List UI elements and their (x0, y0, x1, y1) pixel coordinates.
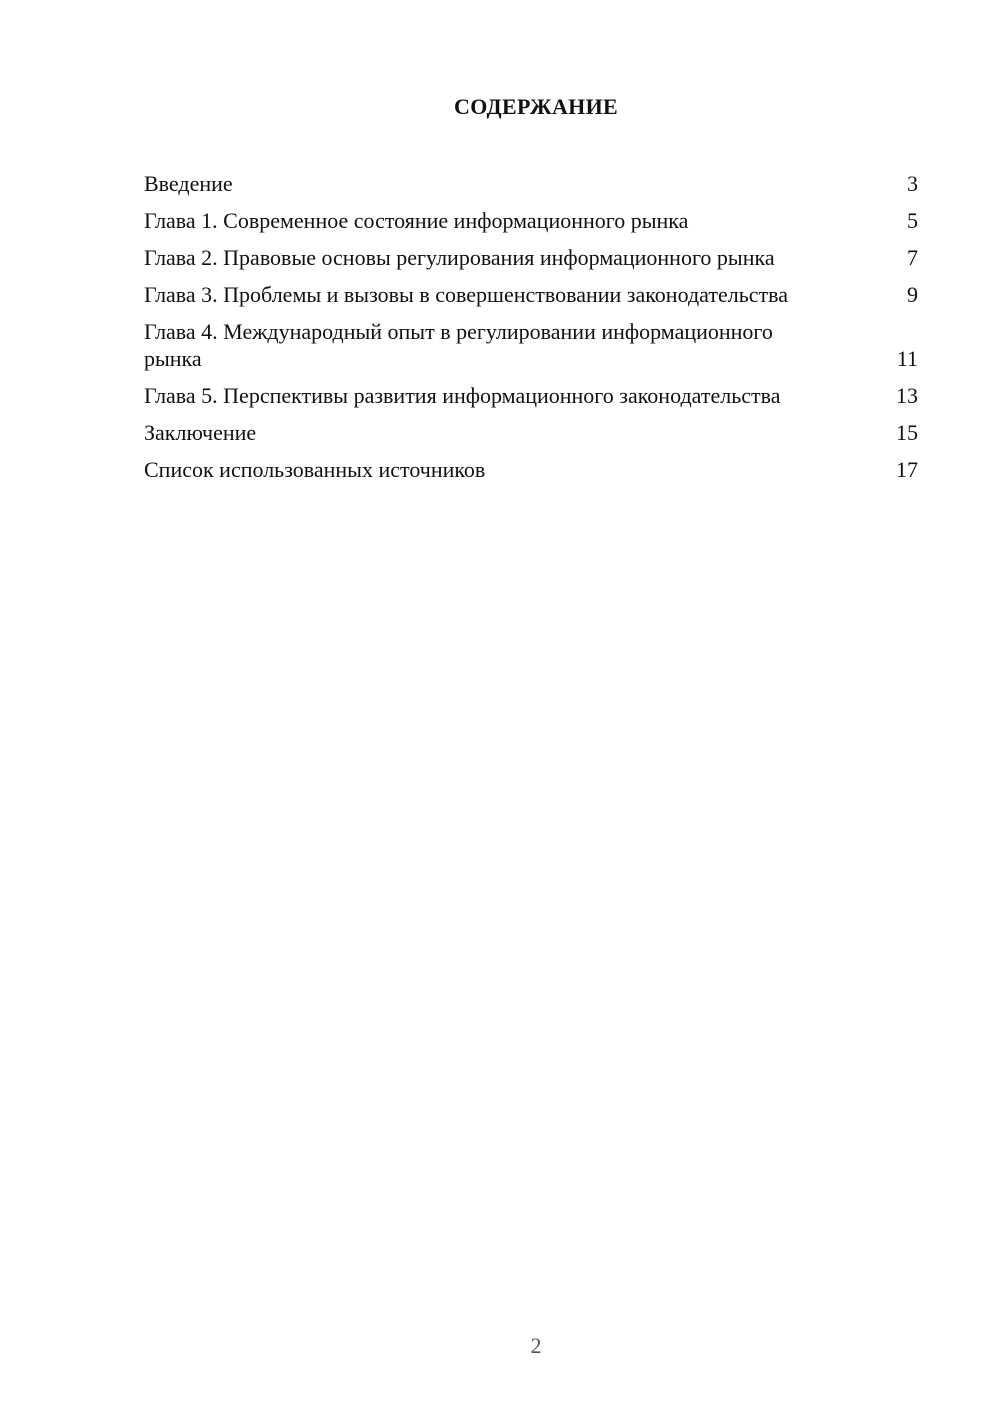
toc-entry-page: 5 (907, 208, 918, 233)
page-title: СОДЕРЖАНИЕ (454, 94, 618, 119)
toc-entry-page: 7 (907, 245, 918, 270)
toc-entry-page: 3 (907, 171, 918, 196)
toc-entry-title: Заключение (144, 420, 257, 445)
toc-entry-chapter-5 (144, 382, 918, 409)
toc-entry-conclusion (144, 419, 918, 446)
toc-entry-title: Глава 5. Перспективы развития информационного законодательства (144, 383, 781, 408)
toc-entry-references (144, 456, 918, 483)
toc-entry-title: Введение (144, 171, 233, 196)
toc-entry-chapter-1 (144, 207, 918, 234)
toc-entry-page: 9 (907, 282, 918, 307)
toc-entry-page: 13 (896, 383, 918, 408)
toc-entry-title: Глава 2. Правовые основы регулирования информационного рынка (144, 245, 775, 270)
toc-entry-title: Список использованных источников (144, 457, 486, 482)
toc-entry-page: 17 (896, 457, 918, 482)
toc-entry-introduction (144, 170, 918, 197)
toc-entry-page: 11 (896, 346, 918, 371)
table-of-contents (144, 170, 918, 493)
toc-entry-chapter-2 (144, 244, 918, 271)
toc-entry-chapter-4 (144, 318, 918, 372)
page-number: 2 (530, 1333, 542, 1358)
toc-entry-title: Глава 1. Современное состояние информационного рынка (144, 208, 689, 233)
toc-entry-title: Глава 3. Проблемы и вызовы в совершенствовании законодательства (144, 282, 788, 307)
toc-entry-page: 15 (896, 420, 918, 445)
toc-entry-title: Глава 4. Международный опыт в регулировании информационного рынка (144, 319, 773, 371)
toc-entry-chapter-3 (144, 281, 918, 308)
